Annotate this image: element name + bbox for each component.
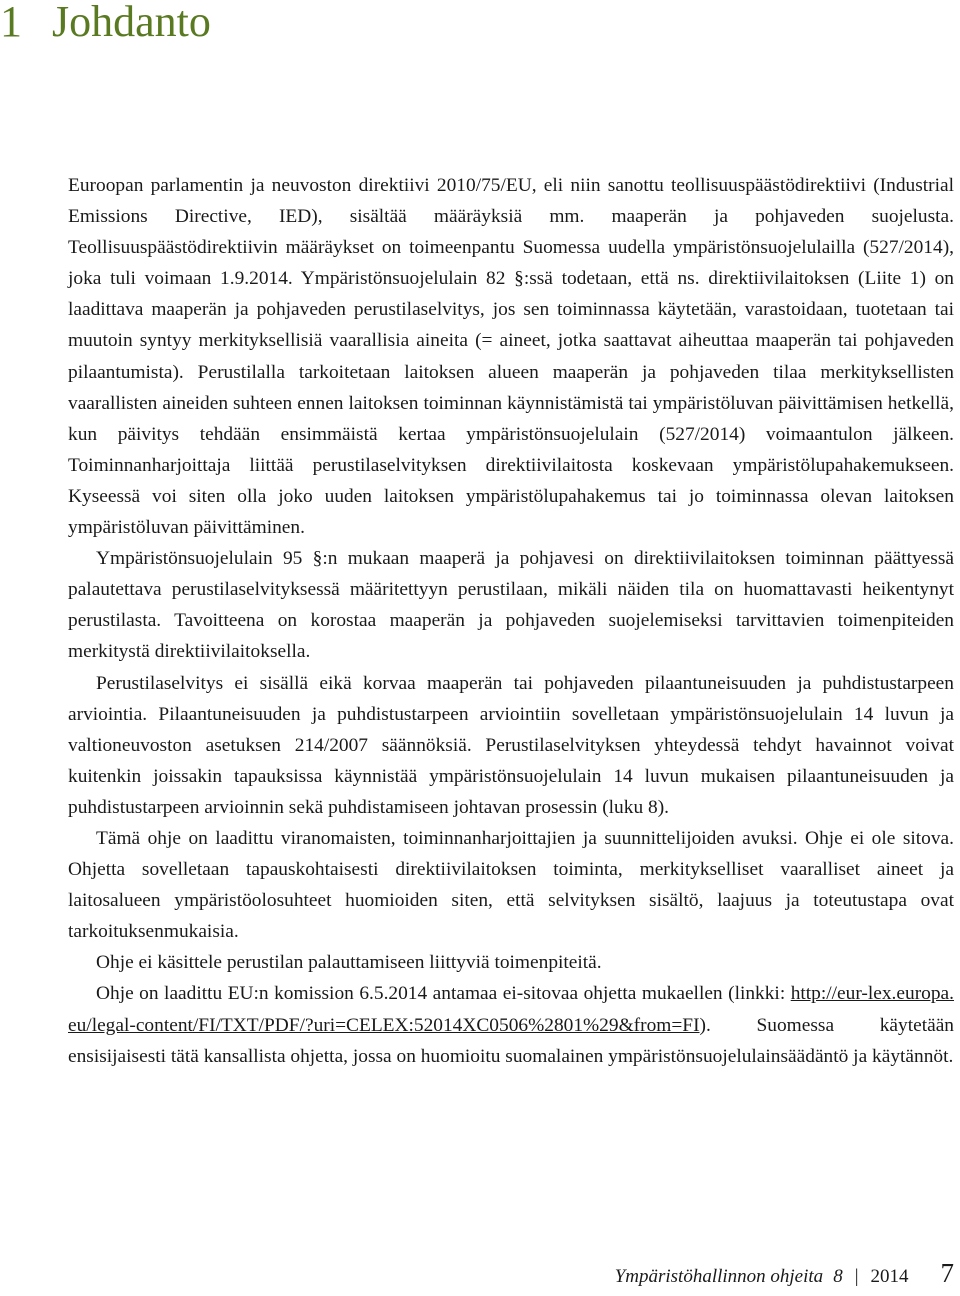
chapter-number: 1 [0,0,22,46]
paragraph-text: Euroopan parlamentin ja neuvoston direktiivi 2010/75/EU, eli niin sanottu teollisuuspäästödirektiivi (Industrial Emissions Directive, IED), sisältää määräyksiä mm. maaperän ja pohjaveden suojelusta. Teollisuuspäästödirektiivin määräykset on toimeenpantu Suomessa uudella ympäristönsuojelulailla (527/2014), joka tuli voimaan 1.9.2014. Ympäristönsuojelulain 82 §:ssä todetaan, että ns. direktiivilaitoksen (Liite 1) on laadittava maaperän ja pohjaveden perustilaselvitys, jos sen toiminnassa käytetään, varastoidaan, tuotetaan tai muutoin syntyy merkityksellisiä vaarallisia aineita (= aineet, jotka saattavat aiheuttaa maaperän tai pohjaveden pilaantumista). Perustilalla tarkoitetaan laitoksen alueen maaperän ja pohjaveden tilaa merkityksellisten vaarallisten aineiden suhteen ennen laitoksen toiminnan käynnistämistä tai ympäristöluvan päivittämisen hetkellä, kun päivitys tehdään ensimmäistä kertaa ympäristönsuojelulain (527/2014) voimaantulon jälkeen. Toiminnanharjoittaja liittää perustilaselvityksen direktiivilaitosta koskevaan ympäristölupahakemukseen. Kyseessä voi siten olla joko uuden laitoksen ympäristölupahakemus tai jo toiminnassa olevan laitoksen ympäristöluvan päivittäminen. [68,175,954,539]
paragraph-text: Ympäristönsuojelulain 95 §:n mukaan maaperä ja pohjavesi on direktiivilaitoksen toiminnan päättyessä palautettava perustilaselvityksessä määritettyyn perustilaan, mikäli näiden tila on huomattavasti heikentynyt perustilasta. Tavoitteena on korostaa maaperän ja pohjaveden suojelemiseksi tarvittavien toimenpiteiden merkitystä direktiivilaitoksella. [68,548,954,663]
paragraph [68,543,954,667]
page-footer [615,1258,954,1289]
paragraph-text: Perustilaselvitys ei sisällä eikä korvaa maaperän tai pohjaveden pilaantuneisuuden ja puhdistustarpeen arviointia. Pilaantuneisuuden ja puhdistustarpeen arviointiin sovelletaan ympäristönsuojelulain 14 luvun ja valtioneuvoston asetuksen 214/2007 säännöksiä. Perustilaselvityksen yhteydessä tehdyt havainnot voivat kuitenkin joissakin tapauksissa käynnistää ympäristönsuojelulain 14 luvun mukaisen pilaantuneisuuden ja puhdistustarpeen arvioinnin sekä puhdistamiseen johtavan prosessin (luku 8). [68,672,954,818]
paragraph-text: Ohje ei käsittele perustilan palauttamiseen liittyviä toimenpiteitä. [96,952,602,974]
body-text [68,170,954,1072]
paragraph [68,823,954,947]
paragraph-text: Ohje on laadittu EU:n komission 6.5.2014 antamaa ei-sitovaa ohjetta mukaellen (linkki: [96,983,791,1005]
paragraph [68,978,954,1071]
publication-series: Ympäristöhallinnon ohjeita [614,1266,824,1287]
eur-lex-link[interactable]: http://eur-lex.europa.eu/legal-content/FI/TXT/PDF/?uri=CELEX:52014XC0506%2801%29&from=FI [68,983,954,1036]
paragraph [68,170,954,543]
paragraph-text: Tämä ohje on laadittu viranomaisten, toiminnanharjoittajien ja suunnittelijoiden avuksi. Ohje ei ole sitova. Ohjetta sovelletaan tapauskohtaisesti direktiivilaitoksen toiminta, merkitykselliset vaaralliset aineet ja laitosalueen ympäristöolosuhteet huomioiden siten, että selvityksen sisältö, laajuus ja toteutustapa ovat tarkoituksenmukaisia. [68,827,954,943]
paragraph-text: ). Suomessa käytetään ensisijaisesti tätä kansallista ohjetta, jossa on huomioitu suomalainen ympäristönsuojelulainsäädäntö ja käytännöt. [68,1014,954,1067]
chapter-heading [0,0,211,50]
paragraph [68,947,954,978]
publication-year: 2014 [870,1266,909,1287]
paragraph [68,668,954,823]
footer-separator: | [854,1266,859,1287]
publication-issue: 8 [833,1266,843,1287]
page-number: 7 [940,1258,954,1288]
chapter-title: Johdanto [52,0,211,46]
